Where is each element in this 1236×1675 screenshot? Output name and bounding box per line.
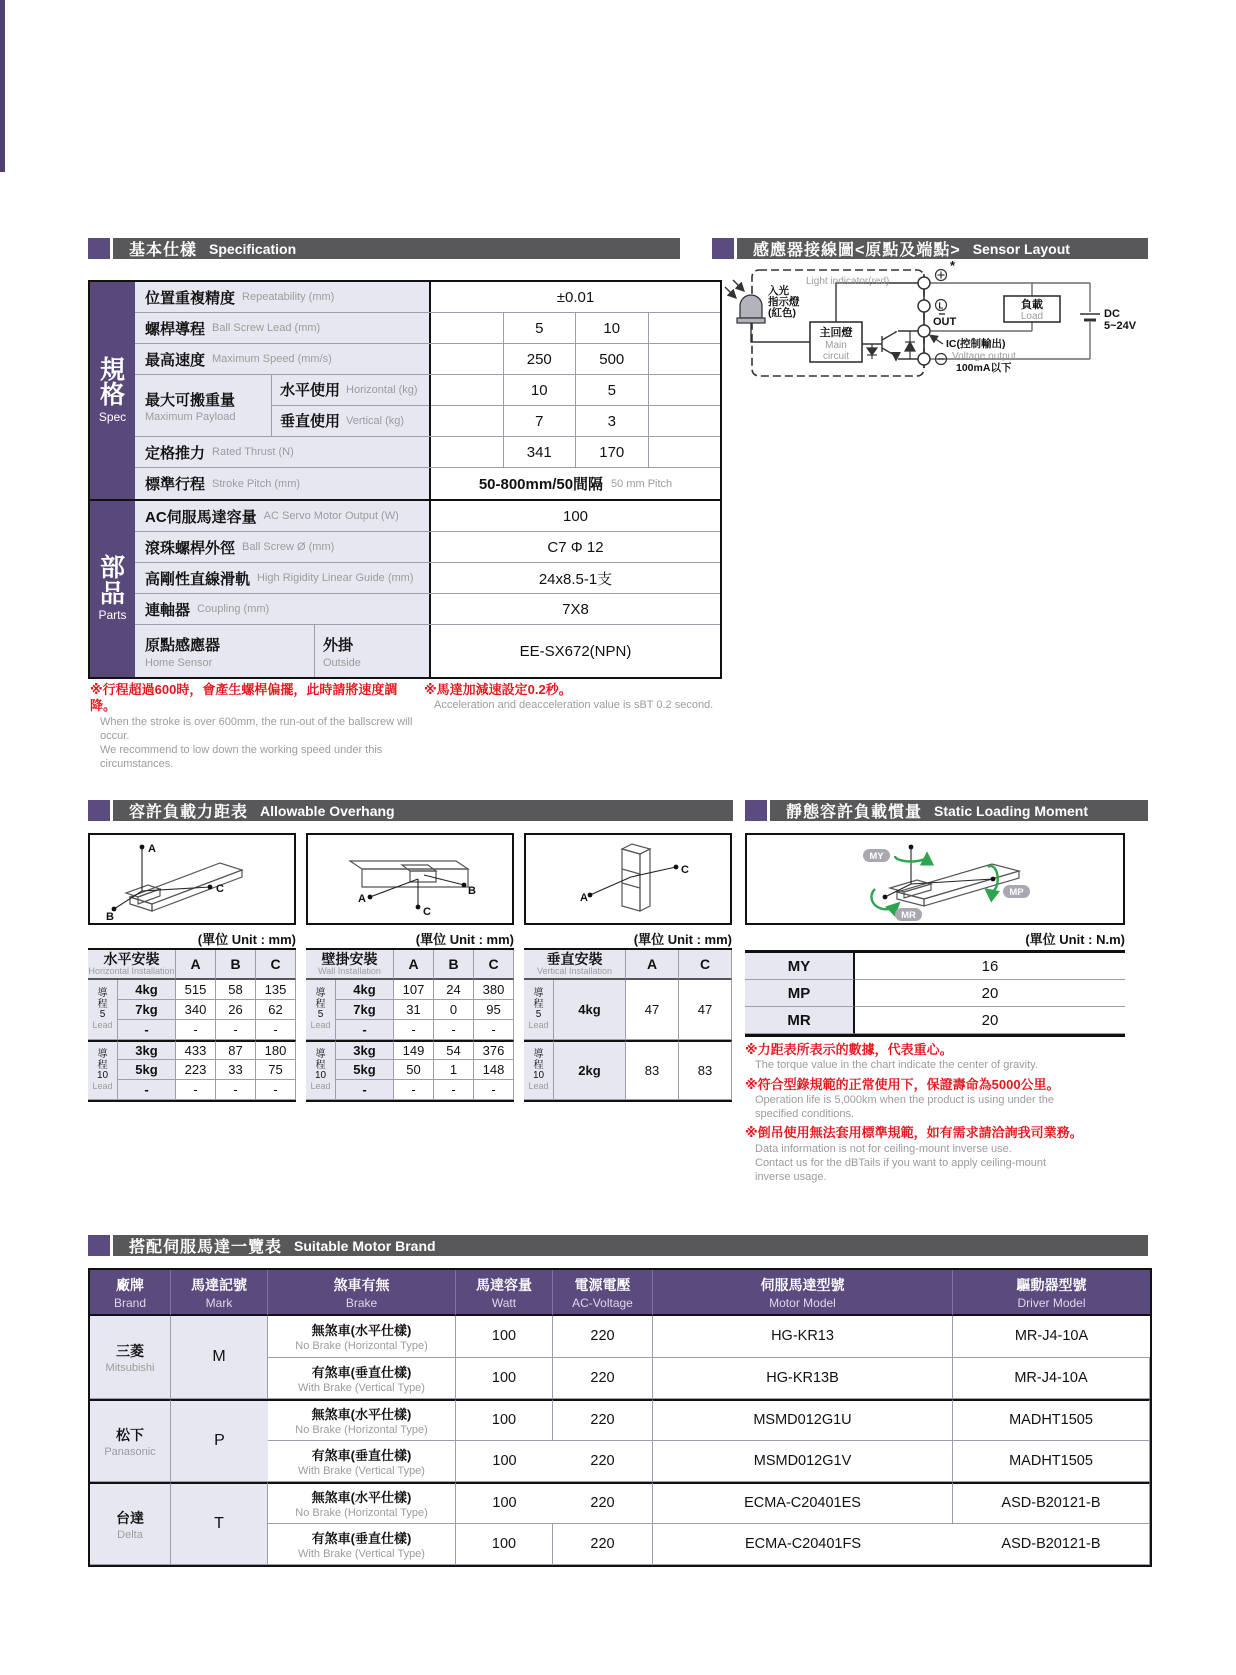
col-header-driver-model: 驅動器型號 Driver Model bbox=[953, 1270, 1150, 1316]
unit-label-mm: (單位 Unit : mm) bbox=[633, 932, 732, 947]
voltage-cell: 220 bbox=[553, 1316, 653, 1358]
spec-value: 250 bbox=[504, 344, 577, 374]
voltage-output-label: Voltage output bbox=[952, 351, 1016, 362]
spec-value: 24x8.5-1支 bbox=[538, 570, 613, 588]
brake-cell: 無煞車(水平仕樣) No Brake (Horizontal Type) bbox=[268, 1399, 456, 1441]
col-header-mark: 馬達記號 Mark bbox=[171, 1270, 268, 1316]
wall-install-table: 壁掛安裝 Wall Installation A B C 導程 5 Lead 4kg 107 24 380 7kg 31 0 95 - - - - 導程 10 Lead 3kg 149 54 376 5kg 50 1 148 - - - - bbox=[306, 948, 514, 1102]
unit-label-mm: (單位 Unit : mm) bbox=[197, 932, 296, 947]
led-label-en: Light indicator(red) bbox=[806, 276, 890, 287]
lead-10-label: 導程 10 Lead bbox=[524, 1040, 554, 1100]
driver-model-cell: MADHT1505 bbox=[953, 1441, 1150, 1483]
point-a-label: A bbox=[148, 843, 156, 855]
moment-row-label: MP bbox=[745, 980, 855, 1007]
watt-cell: 100 bbox=[456, 1482, 553, 1524]
brand-cell-mitsubishi: 三菱 Mitsubishi bbox=[90, 1316, 171, 1399]
spec-side-en: Spec bbox=[98, 409, 127, 424]
moment-row-label: MR bbox=[745, 1007, 855, 1034]
led-label-zh2: 指示燈 bbox=[768, 296, 800, 308]
bar-accent-square bbox=[88, 800, 110, 821]
load-en: Load bbox=[1020, 311, 1044, 322]
page-edge-strip bbox=[0, 0, 5, 172]
spec-row-payload: 最大可搬重量 Maximum Payload 水平使用 Horizontal (kg) 垂直使用 Vertical (kg) 10 5 7 3 bbox=[135, 375, 720, 437]
main-circuit-zh: 主回燈 bbox=[819, 327, 853, 339]
bar-accent-square bbox=[88, 238, 110, 259]
output-diode-icon bbox=[905, 331, 915, 359]
point-c-label: C bbox=[216, 883, 224, 895]
battery-icon bbox=[1080, 314, 1100, 320]
spec-value: 500 bbox=[576, 344, 649, 374]
mark-cell: P bbox=[171, 1399, 268, 1482]
spec-title-zh: 基本仕樣 bbox=[129, 242, 198, 259]
row-label-zh: 位置重複精度 bbox=[145, 289, 236, 307]
parts-group bbox=[90, 499, 720, 677]
lead-5-label: 導程 5 Lead bbox=[524, 980, 554, 1040]
lead-5-label: 導程 5 Lead bbox=[306, 980, 336, 1040]
spec-row-repeatability bbox=[135, 282, 720, 313]
voltage-cell: 220 bbox=[553, 1441, 653, 1483]
spec-value: 5 bbox=[504, 313, 577, 343]
overhang-section-bar: 容許負載力距表 Allowable Overhang bbox=[88, 800, 733, 821]
sensor-title-en: Sensor Layout bbox=[972, 240, 1070, 257]
spec-footnote-1: ※行程超過600時，會產生螺桿偏擺，此時請將速度調降。 When the stroke is over 600mm, the run-out of the ballscrew will occur. We recommend to low down the working speed under this circumstances. bbox=[90, 682, 413, 771]
brake-cell: 無煞車(水平仕樣) No Brake (Horizontal Type) bbox=[268, 1482, 456, 1524]
motor-brand-table bbox=[88, 1268, 1152, 1567]
spec-group bbox=[90, 282, 720, 499]
voltage-cell: 220 bbox=[553, 1482, 653, 1524]
plus-terminal-icon bbox=[936, 270, 947, 281]
spec-row-lead: 螺桿導程 Ball Screw Lead (mm) 5 10 bbox=[135, 313, 720, 344]
spec-value: 3 bbox=[576, 406, 649, 436]
col-header-brand: 廠牌 Brand bbox=[90, 1270, 171, 1316]
out-label: OUT bbox=[933, 316, 957, 328]
static-moment-diagram bbox=[745, 833, 1125, 925]
unit-label-nm: (單位 Unit : N.m) bbox=[1025, 932, 1125, 947]
spec-value: C7 Φ 12 bbox=[547, 538, 604, 556]
watt-cell: 100 bbox=[456, 1524, 553, 1566]
spec-side-label bbox=[90, 282, 135, 499]
spec-value-empty bbox=[649, 344, 721, 374]
led-indicator-icon bbox=[725, 280, 765, 323]
static-moment-sketch bbox=[747, 835, 1123, 923]
motor-model-cell: MSMD012G1V bbox=[653, 1441, 953, 1483]
driver-model-cell: ASD-B20121-B bbox=[953, 1482, 1150, 1524]
col-header-motor-model: 伺服馬達型號 Motor Model bbox=[653, 1270, 953, 1316]
spec-value: 100 bbox=[562, 507, 589, 525]
ic-label: IC(控制輸出) bbox=[946, 338, 1006, 350]
point-a-label: A bbox=[358, 893, 366, 905]
horizontal-install-sketch bbox=[90, 835, 294, 923]
voltage-cell: 220 bbox=[553, 1358, 653, 1400]
main-circuit-en2: circuit bbox=[822, 351, 850, 362]
spec-row-guide: 高剛性直線滑軌 High Rigidity Linear Guide (mm) 24x8.5-1支 bbox=[135, 563, 720, 594]
row-label-en: Repeatability (mm) bbox=[242, 291, 335, 303]
moment-row-value: 20 bbox=[855, 1007, 1125, 1034]
my-badge: MY bbox=[869, 851, 884, 862]
lead-5-label: 導程 5 Lead bbox=[88, 980, 118, 1040]
mr-badge: MR bbox=[901, 910, 916, 921]
motor-model-cell: ECMA-C20401ES bbox=[653, 1482, 953, 1524]
watt-cell: 100 bbox=[456, 1358, 553, 1400]
sensor-title-zh: 感應器接線圖<原點及端點> bbox=[753, 242, 961, 259]
watt-cell: 100 bbox=[456, 1441, 553, 1483]
col-header-voltage: 電源電壓 AC-Voltage bbox=[553, 1270, 653, 1316]
moment-notes: ※力距表所表示的數據，代表重心。 The torque value in the chart indicate the center of gravity. ※符合型錄規範的正常使用下，保證壽命為5000公里。 Operation life is 5,000km when the product is using under the specified conditions. ※倒吊使用無法套用標準規範，如有需求請洽詢我司業務。 Data information is not for ceiling-mount inverse use. Contact us for the dBTails if you want to apply ceiling-mount inverse usage. bbox=[745, 1042, 1083, 1184]
point-c-label: C bbox=[681, 864, 689, 876]
spec-value: 10 bbox=[576, 313, 649, 343]
transistor-icon bbox=[882, 331, 896, 359]
moment-section-bar: 靜態容許負載慣量 Static Loading Moment bbox=[745, 800, 1148, 821]
spec-value: 7 bbox=[504, 406, 577, 436]
spec-row-servo: AC伺服馬達容量 AC Servo Motor Output (W) 100 bbox=[135, 501, 720, 532]
driver-model-cell: ASD-B20121-B bbox=[953, 1524, 1150, 1566]
voltage-cell: 220 bbox=[553, 1399, 653, 1441]
wall-install-sketch bbox=[308, 835, 512, 923]
sensor-wiring-diagram bbox=[712, 256, 1160, 390]
bar-accent-square bbox=[745, 800, 767, 821]
spec-footnote-2: ※馬達加減速設定0.2秒。 Acceleration and deacceleration value is sBT 0.2 second. bbox=[424, 682, 714, 712]
spec-table bbox=[88, 280, 722, 679]
table-header: 水平安裝 Horizontal Installation bbox=[88, 950, 176, 980]
spec-value: 7X8 bbox=[562, 600, 589, 618]
mark-cell: T bbox=[171, 1482, 268, 1565]
driver-model-cell: MR-J4-10A bbox=[953, 1316, 1150, 1358]
spec-value: EE-SX672(NPN) bbox=[519, 642, 632, 660]
vertical-install-table: 垂直安裝 Vertical Installation A C 導程 5 Lead 4kg 47 47 導程 10 Lead 2kg 83 83 bbox=[524, 948, 732, 1102]
spec-row-home-sensor: 原點感應器 Home Sensor 外掛 Outside EE-SX672(NPN) bbox=[135, 625, 720, 677]
svg-text:L: L bbox=[938, 301, 944, 311]
spec-value: 10 bbox=[504, 375, 577, 405]
mark-cell: M bbox=[171, 1316, 268, 1399]
driver-model-cell: MR-J4-10A bbox=[953, 1358, 1150, 1400]
lead-10-label: 導程 10 Lead bbox=[88, 1040, 118, 1100]
motor-model-cell: HG-KR13B bbox=[653, 1358, 953, 1400]
spec-section-bar bbox=[88, 238, 680, 259]
point-b-label: B bbox=[468, 885, 476, 897]
mp-badge: MP bbox=[1009, 887, 1024, 898]
table-header: 壁掛安裝 Wall Installation bbox=[306, 950, 394, 980]
unit-label-mm: (單位 Unit : mm) bbox=[415, 932, 514, 947]
spec-value: ±0.01 bbox=[556, 288, 595, 306]
brand-cell-panasonic: 松下 Panasonic bbox=[90, 1399, 171, 1482]
current-limit-label: 100mA以下 bbox=[956, 362, 1012, 374]
watt-cell: 100 bbox=[456, 1399, 553, 1441]
point-b-label: B bbox=[106, 911, 114, 923]
voltage-cell: 220 bbox=[553, 1524, 653, 1566]
horizontal-install-diagram bbox=[88, 833, 296, 925]
spec-value-note: 50 mm Pitch bbox=[611, 477, 673, 490]
spec-section-title bbox=[113, 238, 680, 259]
static-moment-table bbox=[745, 950, 1125, 1037]
lead-10-label: 導程 10 Lead bbox=[306, 1040, 336, 1100]
watt-cell: 100 bbox=[456, 1316, 553, 1358]
col-header-watt: 馬達容量 Watt bbox=[456, 1270, 553, 1316]
point-a-label: A bbox=[580, 892, 588, 904]
bar-accent-square bbox=[88, 1235, 110, 1256]
spec-value: 50-800mm/50間隔 bbox=[478, 476, 604, 493]
spec-title-en: Specification bbox=[209, 240, 297, 257]
spec-value: 341 bbox=[504, 437, 577, 467]
dc-label: DC bbox=[1104, 308, 1120, 320]
vertical-install-diagram bbox=[524, 833, 732, 925]
horizontal-install-table: 水平安裝 Horizontal Installation A B C 導程 5 Lead 4kg 515 58 135 7kg 340 26 62 - - - - 導程 10 Lead 3kg 433 87 180 5kg 223 33 75 - - - - bbox=[88, 948, 296, 1102]
spec-row-coupling: 連軸器 Coupling (mm) 7X8 bbox=[135, 594, 720, 625]
motor-model-cell: MSMD012G1U bbox=[653, 1399, 953, 1441]
spec-value: 170 bbox=[576, 437, 649, 467]
led-label-zh3: (紅色) bbox=[768, 307, 796, 319]
spec-value: 5 bbox=[576, 375, 649, 405]
spec-row-ballscrew: 滾珠螺桿外徑 Ball Screw Ø (mm) C7 Φ 12 bbox=[135, 532, 720, 563]
motor-model-cell: HG-KR13 bbox=[653, 1316, 953, 1358]
motor-model-cell: ECMA-C20401FS bbox=[653, 1524, 953, 1566]
spec-row-stroke: 標準行程 Stroke Pitch (mm) 50-800mm/50間隔 50 mm Pitch bbox=[135, 468, 720, 499]
main-circuit-en1: Main bbox=[825, 340, 847, 351]
parts-side-label: 部品 Parts bbox=[90, 501, 135, 677]
spec-value-empty bbox=[649, 313, 721, 343]
ic-arrow bbox=[931, 336, 943, 344]
brake-cell: 有煞車(垂直仕樣) With Brake (Vertical Type) bbox=[268, 1441, 456, 1483]
col-header-brake: 煞車有無 Brake bbox=[268, 1270, 456, 1316]
spec-side-zh: 規格 bbox=[99, 355, 125, 409]
brand-cell-delta: 台達 Delta bbox=[90, 1482, 171, 1565]
table-header: 垂直安裝 Vertical Installation bbox=[524, 950, 626, 980]
spec-value-empty bbox=[431, 313, 504, 343]
moment-row-value: 16 bbox=[855, 953, 1125, 980]
l-terminal-icon bbox=[936, 300, 947, 315]
spec-value-empty bbox=[431, 344, 504, 374]
load-zh: 負載 bbox=[1021, 299, 1043, 311]
point-c-label: C bbox=[423, 906, 431, 918]
asterisk: * bbox=[950, 258, 956, 273]
moment-row-value: 20 bbox=[855, 980, 1125, 1007]
spec-row-speed: 最高速度 Maximum Speed (mm/s) 250 500 bbox=[135, 344, 720, 375]
wall-install-diagram bbox=[306, 833, 514, 925]
vertical-install-sketch bbox=[526, 835, 730, 923]
led-label-zh1: 入光 bbox=[768, 285, 789, 297]
moment-row-label: MY bbox=[745, 953, 855, 980]
driver-model-cell: MADHT1505 bbox=[953, 1399, 1150, 1441]
spec-row-thrust: 定格推力 Rated Thrust (N) 341 170 bbox=[135, 437, 720, 468]
brake-cell: 有煞車(垂直仕樣) With Brake (Vertical Type) bbox=[268, 1524, 456, 1566]
brake-cell: 有煞車(垂直仕樣) With Brake (Vertical Type) bbox=[268, 1358, 456, 1400]
dc-voltage-label: 5~24V bbox=[1104, 320, 1137, 332]
brake-cell: 無煞車(水平仕樣) No Brake (Horizontal Type) bbox=[268, 1316, 456, 1358]
zener-diode-icon bbox=[867, 344, 877, 359]
motor-section-bar: 搭配伺服馬達一覽表 Suitable Motor Brand bbox=[88, 1235, 1148, 1256]
